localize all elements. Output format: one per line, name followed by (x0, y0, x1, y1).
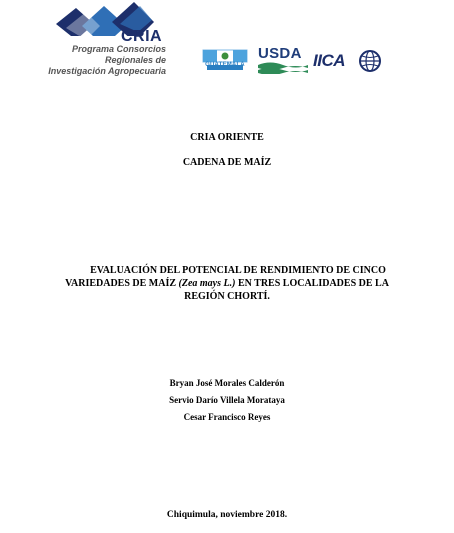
guatemala-text: GUATEMALA (205, 62, 245, 68)
iica-logo-text: IICA (313, 51, 345, 70)
title-text: VARIEDADES DE MAÍZ (65, 278, 179, 289)
title-text: EN TRES LOCALIDADES DE LA (235, 278, 389, 289)
author-name: Servio Darío Villela Morataya (169, 395, 285, 405)
authors-list (0, 375, 454, 426)
title-line: REGIÓN CHORTÍ. (184, 291, 270, 302)
scientific-name: (Zea mays L.) (178, 278, 236, 289)
header-logos (0, 0, 454, 82)
document-title (50, 264, 404, 303)
guatemala-emblem-icon (199, 48, 251, 72)
author-name: Bryan José Morales Calderón (169, 378, 285, 388)
title-line: EVALUACIÓN DEL POTENCIAL DE RENDIMIENTO DE CINCO (90, 265, 386, 276)
organization-heading: CRIA ORIENTE (190, 132, 264, 143)
cria-subtitle-line: Programa Consorcios (71, 44, 166, 54)
author-name: Cesar Francisco Reyes (183, 412, 271, 422)
place-date: Chiquimula, noviembre 2018. (166, 510, 288, 520)
cria-subtitle-line: Regionales de (104, 55, 166, 65)
cria-subtitle (36, 44, 166, 77)
usda-logo-text: USDA (258, 45, 302, 62)
globe-icon (359, 50, 381, 72)
cria-subtitle-line: Investigación Agropecuaria (48, 66, 166, 76)
title-line (50, 277, 404, 290)
chain-heading: CADENA DE MAÍZ (182, 157, 272, 168)
cria-logo-text: CRIA (121, 28, 163, 45)
